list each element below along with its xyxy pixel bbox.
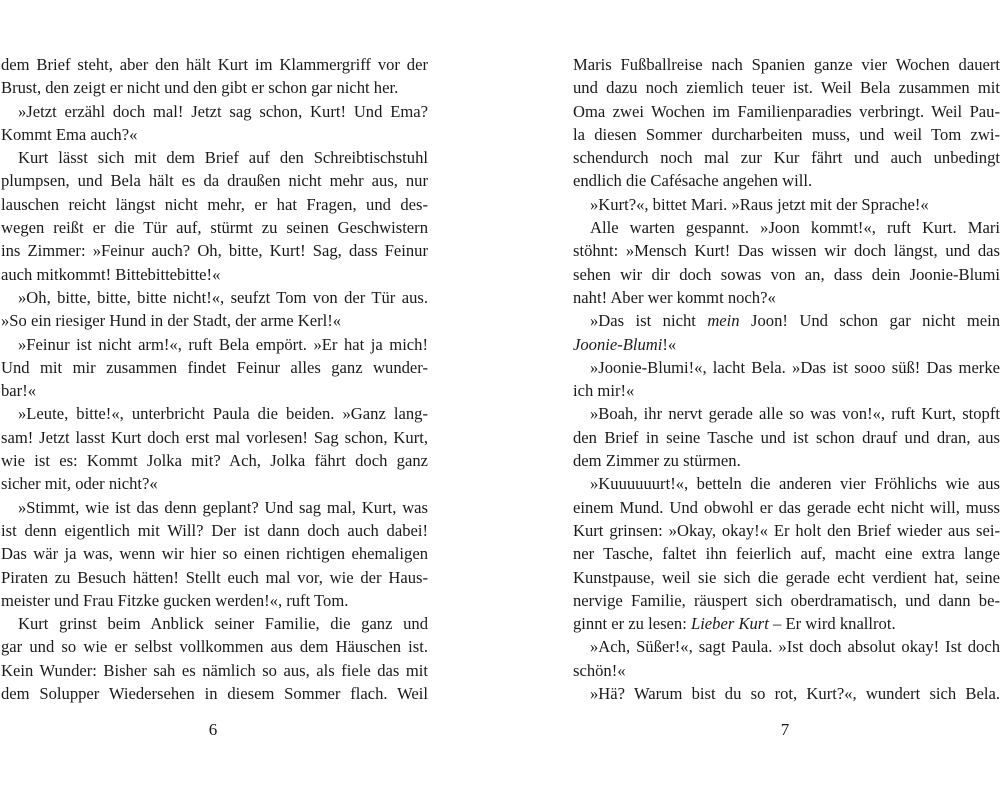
text-line: »So ein riesiger Hund in der Stadt, der arme Kerl!« [1,311,342,331]
text-line: Maris Fußballreise nach Spanien ganze vier Wochen dauert [573,55,1000,74]
text-line: »Joonie-Blumi!«, lacht Bela. »Das ist sooo süß! Das merke [590,357,1000,377]
text-line: »Kurt?«, bittet Mari. »Raus jetzt mit der Sprache!« [590,194,929,214]
text-line: und dazu noch ziemlich teuer ist. Weil Bela zusammen mit [573,78,1000,98]
text-line: Kurt grinst beim Anblick seiner Familie, die ganz und [18,614,428,634]
text-line: den Brief in seine Tasche und ist schon drauf und dran, aus [573,427,1000,447]
left-page [1,53,428,705]
text-line: sicher mit, oder nicht?« [1,474,158,494]
text-line: Und mit mir zusammen findet Feinur alles ganz wunder- [1,357,428,377]
text-line: ginnt er zu lesen: Lieber Kurt – Er wird knallrot. [573,614,896,634]
text-line: wegen reißt er die Tür auf, stürmt zu seinen Geschwistern [1,218,428,238]
text-line: meister und Frau Fitzke gucken werden!«, ruft Tom. [1,590,349,610]
text-line: ner Tasche, faltet ihn feierlich auf, macht eine extra lange [573,544,1000,564]
text-line: »Hä? Warum bist du so rot, Kurt?«, wundert sich Bela. [590,684,1000,704]
text-line: Das wär ja was, wenn wir hier so einen richtigen ehemaligen [1,544,428,564]
text-line: »Kuuuuuurt!«, betteln die anderen vier Fröhlichs wie aus [590,474,1000,494]
text-line: auch mitkommt! Bittebittebitte!« [1,264,221,284]
text-line: ich mir!« [573,381,635,401]
text-line: »Ach, Süßer!«, sagt Paula. »Ist doch absolut okay! Ist doch [590,637,1000,657]
text-line: sehen wir dir doch sowas von an, dass dein Joonie-Blumi [573,264,1000,284]
text-line: gar und so wie er selbst vollkommen aus dem Häuschen ist. [1,637,428,657]
text-line: dem Brief steht, aber den hält Kurt im Klammergriff vor der [1,55,428,74]
text-line: einem Mund. Und obwohl er das gerade echt nicht will, muss [573,497,1000,517]
text-line: Kein Wunder: Bisher sah es nämlich so aus, als fiele das mit [1,660,428,680]
left-page-text [1,53,428,705]
page-number-left: 6 [208,720,218,739]
text-line: schön!« [573,660,626,680]
text-line: Kurt lässt sich mit dem Brief auf den Schreibtischstuhl [18,148,428,168]
text-line: Piraten zu Besuch hätten! Stellt euch mal vor, wie der Haus- [1,567,428,587]
text-line: la diesen Sommer durcharbeiten muss, und weil Tom zwi- [573,124,1000,144]
text-line: Joonie-Blumi!« [573,334,677,354]
text-line: »Boah, ihr nervt gerade alle so was von!«, ruft Kurt, stopft [590,404,1000,424]
text-line: »Stimmt, wie ist das denn geplant? Und sag mal, Kurt, was [18,497,428,517]
text-line: Kommt Ema auch?« [1,124,138,144]
right-page-text [573,53,1000,705]
page-number-right: 7 [780,720,790,739]
text-line: naht! Aber wer kommt noch?« [573,287,776,307]
text-line: »Oh, bitte, bitte, bitte nicht!«, seufzt Tom von der Tür aus. [18,287,428,307]
text-line: plumpsen, und Bela hält es da draußen nicht mehr aus, nur [1,171,428,191]
text-line: Alle warten gespannt. »Joon kommt!«, ruft Kurt. Mari [590,218,1000,238]
text-line: stöhnt: »Mensch Kurt! Das wissen wir doch längst, und das [573,241,1000,261]
right-page [573,53,1000,705]
text-line: dem Zimmer zu stürmen. [573,451,741,471]
text-line: Kurt grinsen: »Okay, okay!« Er holt den Brief wieder aus sei- [573,520,1000,540]
text-line: lauschen reicht längst nicht mehr, er hat Fragen, und des- [1,194,428,214]
text-line: Kunstpause, weil sie sich die gerade echt verdient hat, seine [573,567,1000,587]
text-line: dem Solupper Wiedersehen in diesem Sommer flach. Weil [1,684,428,704]
text-line: »Das ist nicht mein Joon! Und schon gar nicht mein [590,311,1000,331]
text-line: sam! Jetzt lasst Kurt doch erst mal vorlesen! Sag schon, Kurt, [1,427,428,447]
text-line: schendurch noch mal zur Kur fährt und auch unbedingt [573,148,1000,168]
text-line: »Leute, bitte!«, unterbricht Paula die beiden. »Ganz lang- [18,404,428,424]
text-line: wie ist es: Kommt Jolka mit? Ach, Jolka fährt doch ganz [1,451,428,471]
text-line: »Jetzt erzähl doch mal! Jetzt sag schon, Kurt! Und Ema? [18,101,428,121]
text-line: ist denn eigentlich mit Will? Der ist dann doch auch dabei! [1,520,428,540]
text-line: nervige Familie, räuspert sich oberdramatisch, und dann be- [573,590,1000,610]
text-line: ins Zimmer: »Feinur auch? Oh, bitte, Kurt! Sag, dass Feinur [1,241,428,261]
text-line: Brust, den zeigt er nicht und den gibt er schon gar nicht her. [1,78,399,98]
text-line: endlich die Cafésache angehen will. [573,171,813,191]
text-line: Oma zwei Wochen im Familienparadies verbringt. Weil Pau- [573,101,1000,121]
text-line: »Feinur ist nicht arm!«, ruft Bela empört. »Er hat ja mich! [18,334,428,354]
text-line: bar!« [1,381,37,401]
